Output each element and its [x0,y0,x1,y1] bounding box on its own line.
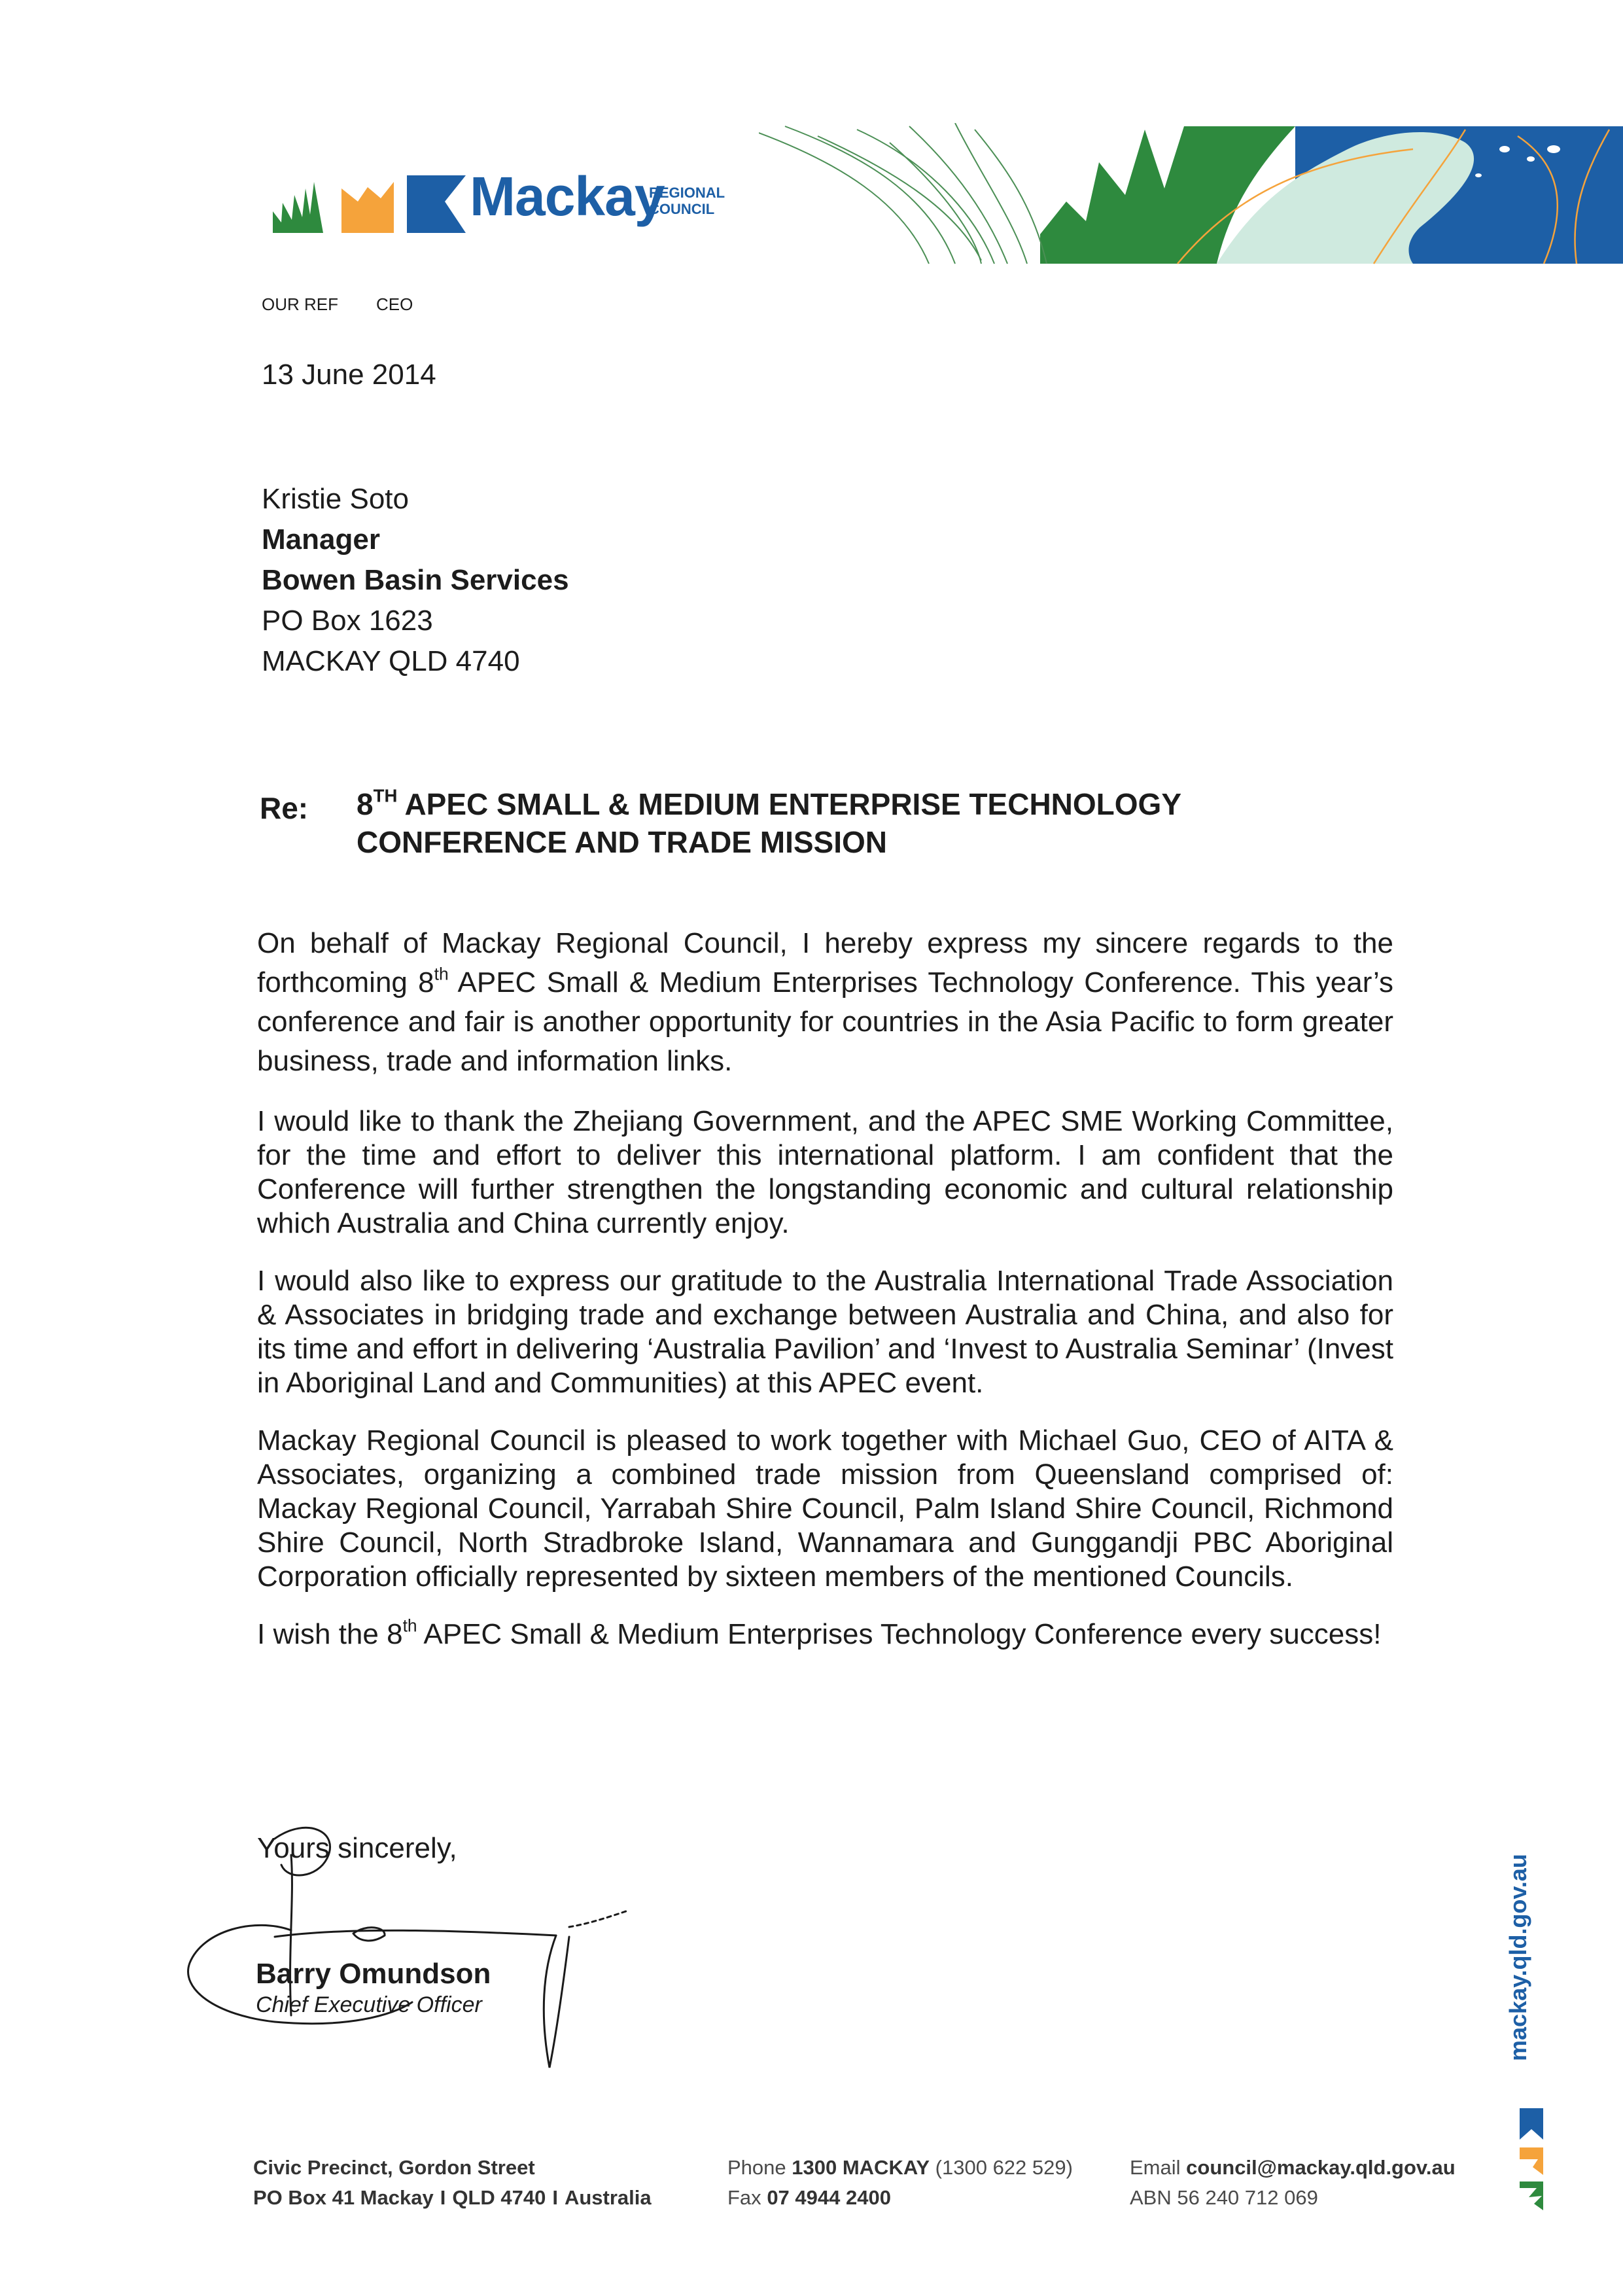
subject-ordinal-suffix: TH [373,785,398,806]
signer-title: Chief Executive Officer [256,1992,482,2017]
footer-postal [253,2183,652,2213]
body-paragraph-2: I would like to thank the Zhejiang Government, and the APEC SME Working Committee, for the time and effort to deliver this international platform. I am confident that the Conference will further strengthen the longstanding economic and cultural relationship which Australia and China currently enjoy. [257,1105,1393,1239]
subject-label: Re: [260,791,309,825]
phone-value: 1300 MACKAY [792,2156,930,2179]
p1-part-a: On behalf of Mackay Regional Council, I hereby express my sincere regards to the forthcoming 8 [257,927,1393,998]
closing-salutation: Yours sincerely, [257,1832,457,1864]
recipient-address-line1: PO Box 1623 [262,605,433,637]
subject-ordinal: 8 [357,787,374,821]
logo-green-grass [273,182,323,233]
banner-grass-lines [759,123,1047,264]
logo-sub-line1: REGIONAL [649,185,725,201]
our-ref-label: OUR REF [262,294,338,314]
logo-wordmark: Mackay [470,166,665,227]
fax-label: Fax [727,2186,761,2209]
letter-body [257,924,1393,1675]
side-logo-blue [1520,2108,1543,2140]
footer-state: QLD 4740 [452,2186,546,2209]
our-ref-value: CEO [376,294,413,314]
subject-heading [357,785,1377,861]
footer-abn: ABN 56 240 712 069 [1130,2186,1318,2209]
footer-phone [727,2153,1073,2183]
footer-country: Australia [564,2186,652,2209]
p1-sup: th [434,964,449,984]
header-banner-graphic [759,123,1623,267]
subject-line1 [357,785,1377,823]
footer-address [253,2153,652,2213]
phone-label: Phone [727,2156,786,2179]
recipient-address [262,479,569,682]
footer-email [1130,2153,1456,2183]
p5-part-a: I wish the 8 [257,1618,403,1650]
footer-contact [727,2153,1073,2213]
body-paragraph-3: I would also like to express our gratitude to the Australia International Trade Association & Associates in bridging trade and exchange between Australia and China, and also for its time and effort in delivering ‘Australia Pavilion’ and ‘Invest to Australia Seminar’ (Invest in Aboriginal Land and Communities) at this APEC event. [257,1265,1393,1399]
body-paragraph-1 [257,924,1393,1081]
fax-value: 07 4944 2400 [767,2186,891,2209]
email-label: Email [1130,2156,1181,2179]
p5-sup: th [402,1616,417,1636]
subject-line2: CONFERENCE AND TRADE MISSION [357,825,887,859]
side-logo-mark [1518,2107,1544,2212]
letter-date: 13 June 2014 [262,359,436,391]
side-logo-green [1520,2181,1543,2210]
subject-line1-rest: APEC SMALL & MEDIUM ENTERPRISE TECHNOLOGY [397,787,1182,821]
signer-name: Barry Omundson [256,1958,491,1990]
logo-sub-line2: COUNCIL [649,201,715,217]
recipient-name: Kristie Soto [262,483,409,515]
footer-fax [727,2183,1073,2213]
side-website-url: mackay.qld.gov.au [1505,1854,1531,2061]
footer-sep-1: I [440,2186,446,2209]
footer-email-abn [1130,2153,1456,2213]
side-logo-orange [1520,2147,1543,2175]
logo-orange-block [341,182,394,233]
p5-part-b: APEC Small & Medium Enterprises Technology Conference every success! [417,1618,1382,1650]
footer-sep-2: I [552,2186,558,2209]
logo-blue-block [407,175,466,233]
handwritten-signature [177,1819,635,2094]
body-paragraph-4: Mackay Regional Council is pleased to work together with Michael Guo, CEO of AITA & Associates, organizing a combined trade mission from Queensland comprised of: Mackay Regional Council, Yarrabah Shire Council, Palm Island Shire Council, Richmond Shire Council, North Stradbroke Island, Wannamara and Gunggandji PBC Aboriginal Corporation officially represented by sixteen members of the mentioned Councils. [257,1424,1393,1593]
recipient-title: Manager [262,523,380,556]
body-paragraph-5 [257,1617,1393,1651]
phone-alt: (1300 622 529) [935,2156,1073,2179]
logo-subtitle [649,185,725,217]
recipient-address-line2: MACKAY QLD 4740 [262,645,520,677]
p1-part-b: APEC Small & Medium Enterprises Technology Conference. This year’s conference and fair is another opportunity for countries in the Asia Pacific to form greater business, trade and information links. [257,966,1393,1077]
footer-po-box: PO Box 41 Mackay [253,2186,434,2209]
recipient-organisation: Bowen Basin Services [262,564,569,596]
footer-street: Civic Precinct, Gordon Street [253,2156,535,2179]
email-link[interactable]: council@mackay.qld.gov.au [1186,2156,1456,2179]
